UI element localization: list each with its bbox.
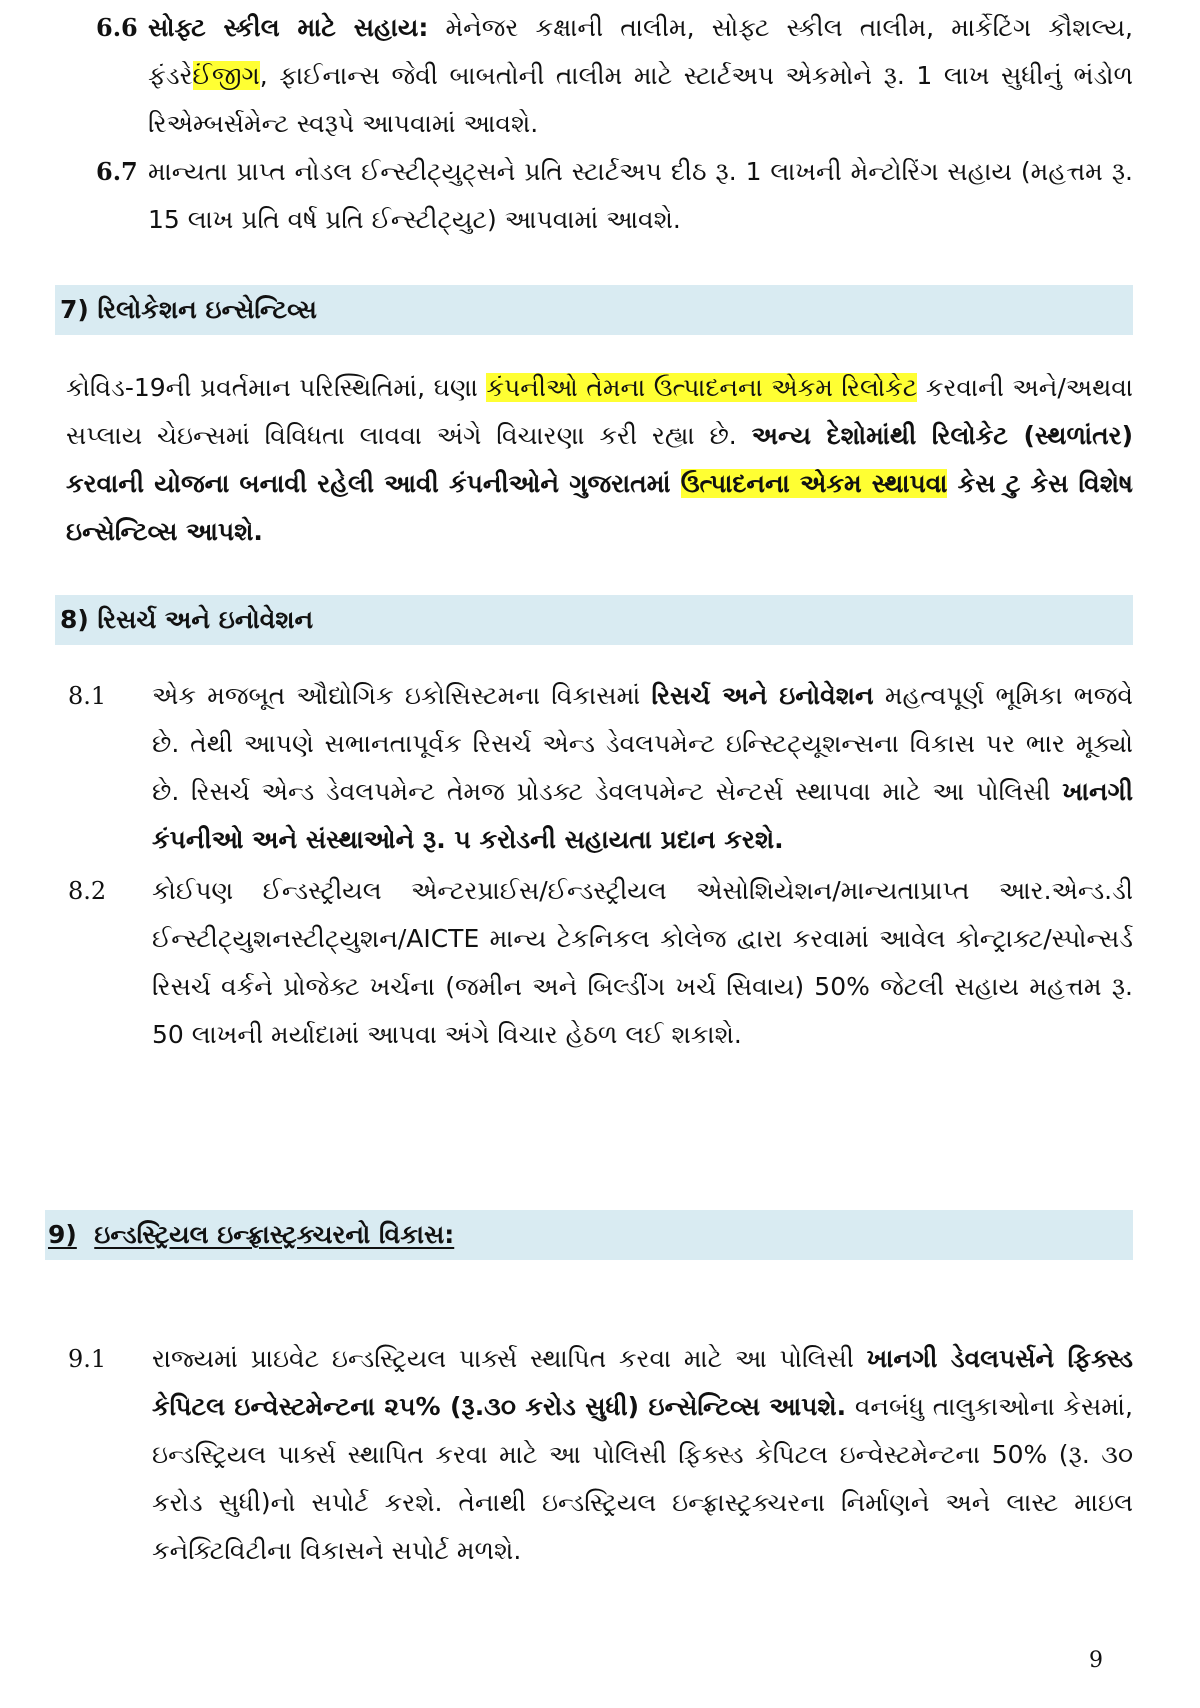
- section-8-heading: 8) રિસર્ચ અને ઇનોવેશન: [60, 605, 314, 634]
- item-8-1-text2: મહત્વપૂર્ણ ભૂમિકા ભજવે છે. તેથી આપણે સભાનતાપૂર્વક રિસર્ચ એન્ડ ડેવલપમેન્ટ ઇન્સ્ટિટ્યૂશન્સના વિકાસ પર ભાર મૂક્યો છે. રિસર્ચ એન્ડ ડેવલપમેન્ટ તેમજ પ્રોડક્ટ ડેવલપમેન્ટ સેન્ટર્સ સ્થાપવા માટે આ પોલિસી: [152, 681, 1133, 806]
- item-8-1-bold1: રિસર્ચ અને ઇનોવેશન: [651, 681, 874, 710]
- item-6-6-title: સોફ્ટ સ્કીલ માટે સહાય:: [148, 13, 429, 42]
- item-9-1-bold1: ખાનગી ડેવલપર્સને ફિક્સ્ડ કેપિટલ ઇન્વેસ્ટમેન્ટના ૨૫% (રૂ.૩૦ કરોડ સુધી) ઇન્સેન્ટિવ્સ આપશે.: [152, 1344, 1133, 1421]
- section-7-text1: કોવિડ-19ની પ્રવર્તમાન પરિસ્થિતિમાં, ઘણા: [66, 373, 487, 402]
- item-8-1-text: [152, 672, 1133, 864]
- item-number-6-7: 6.7: [96, 157, 138, 186]
- item-6-6-text2: , ફાઈનાન્સ જેવી બાબતોની તાલીમ માટે સ્ટાર્ટઅપ એકમોને રૂ. 1 લાખ સુધીનું ભંડોળ રિએમ્બર્સમેન્ટ સ્વરૂપે આપવામાં આવશે.: [148, 61, 1133, 138]
- section-7-highlight-2: ઉત્પાદનના એકમ સ્થાપવા: [680, 469, 948, 498]
- item-6-6-text: [148, 4, 1133, 148]
- section-9-heading-text: ઇન્ડસ્ટ્રિયલ ઇન્ફ્રાસ્ટ્રક્ચરનો વિકાસ:: [94, 1220, 455, 1249]
- section-9-heading: [48, 1210, 454, 1260]
- item-6-7-text: માન્યતા પ્રાપ્ત નોડલ ઈન્સ્ટીટ્યુટ્સને પ્રતિ સ્ટાર્ટઅપ દીઠ રૂ. 1 લાખની મેન્ટોરિંગ સહાય (મહત્તમ રૂ. 15 લાખ પ્રતિ વર્ષ પ્રતિ ઈન્સ્ટીટ્યુટ) આપવામાં આવશે.: [148, 157, 1133, 234]
- item-number-6-6: 6.6: [96, 13, 138, 42]
- item-number-8-1: 8.1: [68, 682, 107, 710]
- item-number-8-2: 8.2: [68, 877, 107, 905]
- item-8-2-text: કોઈપણ ઈન્ડસ્ટ્રીયલ એન્ટરપ્રાઈસ/ઈન્ડસ્ટ્રીયલ એસોશિયેશન/માન્યતાપ્રાપ્ત આર.એન્ડ.ડી ઈન્સ્ટીટ્યુશનસ્ટીટ્યુશન/AICTE માન્ય ટેકનિકલ કોલેજ દ્વારા કરવામાં આવેલ કોન્ટ્રાક્ટ/સ્પોન્સર્ડ રિસર્ચ વર્કને પ્રોજેક્ટ ખર્ચના (જમીન અને બિલ્ડીંગ ખર્ચ સિવાય) 50% જેટલી સહાય મહત્તમ રૂ. 50 લાખની મર્યાદામાં આપવા અંગે વિચાર હેઠળ લઈ શકાશે.: [152, 876, 1133, 1049]
- section-7-heading: 7) રિલોકેશન ઇન્સેન્ટિવ્સ: [60, 295, 317, 324]
- item-9-1-text: [152, 1335, 1133, 1575]
- item-9-1-text2: વનબંધુ તાલુકાઓના કેસમાં, ઇન્ડસ્ટ્રિયલ પાર્ક્સ સ્થાપિત કરવા માટે આ પોલિસી ફિક્સ્ડ કેપિટલ ઇન્વેસ્ટમેન્ટના 50% (રૂ. ૩૦ કરોડ સુધી)નો સપોર્ટ કરશે. તેનાથી ઇન્ડસ્ટ્રિયલ ઇન્ફ્રાસ્ટ્રક્ચરના નિર્માણને અને લાસ્ટ માઇલ કનેક્ટિવિટીના વિકાસને સપોર્ટ મળશે.: [152, 1392, 1133, 1565]
- section-7-paragraph: [66, 364, 1133, 556]
- section-7-bold2: કેસ ટુ કેસ વિશેષ ઇન્સેન્ટિવ્સ આપશે.: [66, 469, 1134, 546]
- item-8-1-text1: એક મજબૂત ઔદ્યોગિક ઇકોસિસ્ટમના વિકાસમાં: [152, 681, 652, 710]
- item-6-6-highlight: ઈંજીગ: [192, 61, 260, 90]
- item-6-6-text1: મેનેજર કક્ષાની તાલીમ, સોફ્ટ સ્કીલ તાલીમ, માર્કેટિંગ કૌશલ્ય, ફંડરે: [148, 13, 1133, 90]
- item-9-1-text1: રાજ્યમાં પ્રાઇવેટ ઇન્ડસ્ટ્રિયલ પાર્ક્સ સ્થાપિત કરવા માટે આ પોલિસી: [152, 1344, 867, 1373]
- section-9-heading-number: 9): [48, 1220, 77, 1249]
- section-7-bold1: અન્ય દેશોમાંથી રિલોકેટ (સ્થળાંતર) કરવાની યોજના બનાવી રહેલી આવી કંપનીઓને ગુજરાતમાં: [66, 421, 1133, 498]
- section-7-highlight-1: કંપનીઓ તેમના ઉત્પાદનના એકમ રિલોકેટ: [486, 373, 918, 402]
- item-number-9-1: 9.1: [68, 1345, 107, 1373]
- item-8-1-bold2: ખાનગી કંપનીઓ અને સંસ્થાઓને રૂ. ૫ કરોડની સહાયતા પ્રદાન કરશે.: [152, 777, 1133, 854]
- section-7-text2: કરવાની અને/અથવા સપ્લાય ચેઇન્સમાં વિવિધતા લાવવા અંગે વિચારણા કરી રહ્યા છે.: [66, 373, 1134, 450]
- page-number: 9: [1089, 1648, 1103, 1673]
